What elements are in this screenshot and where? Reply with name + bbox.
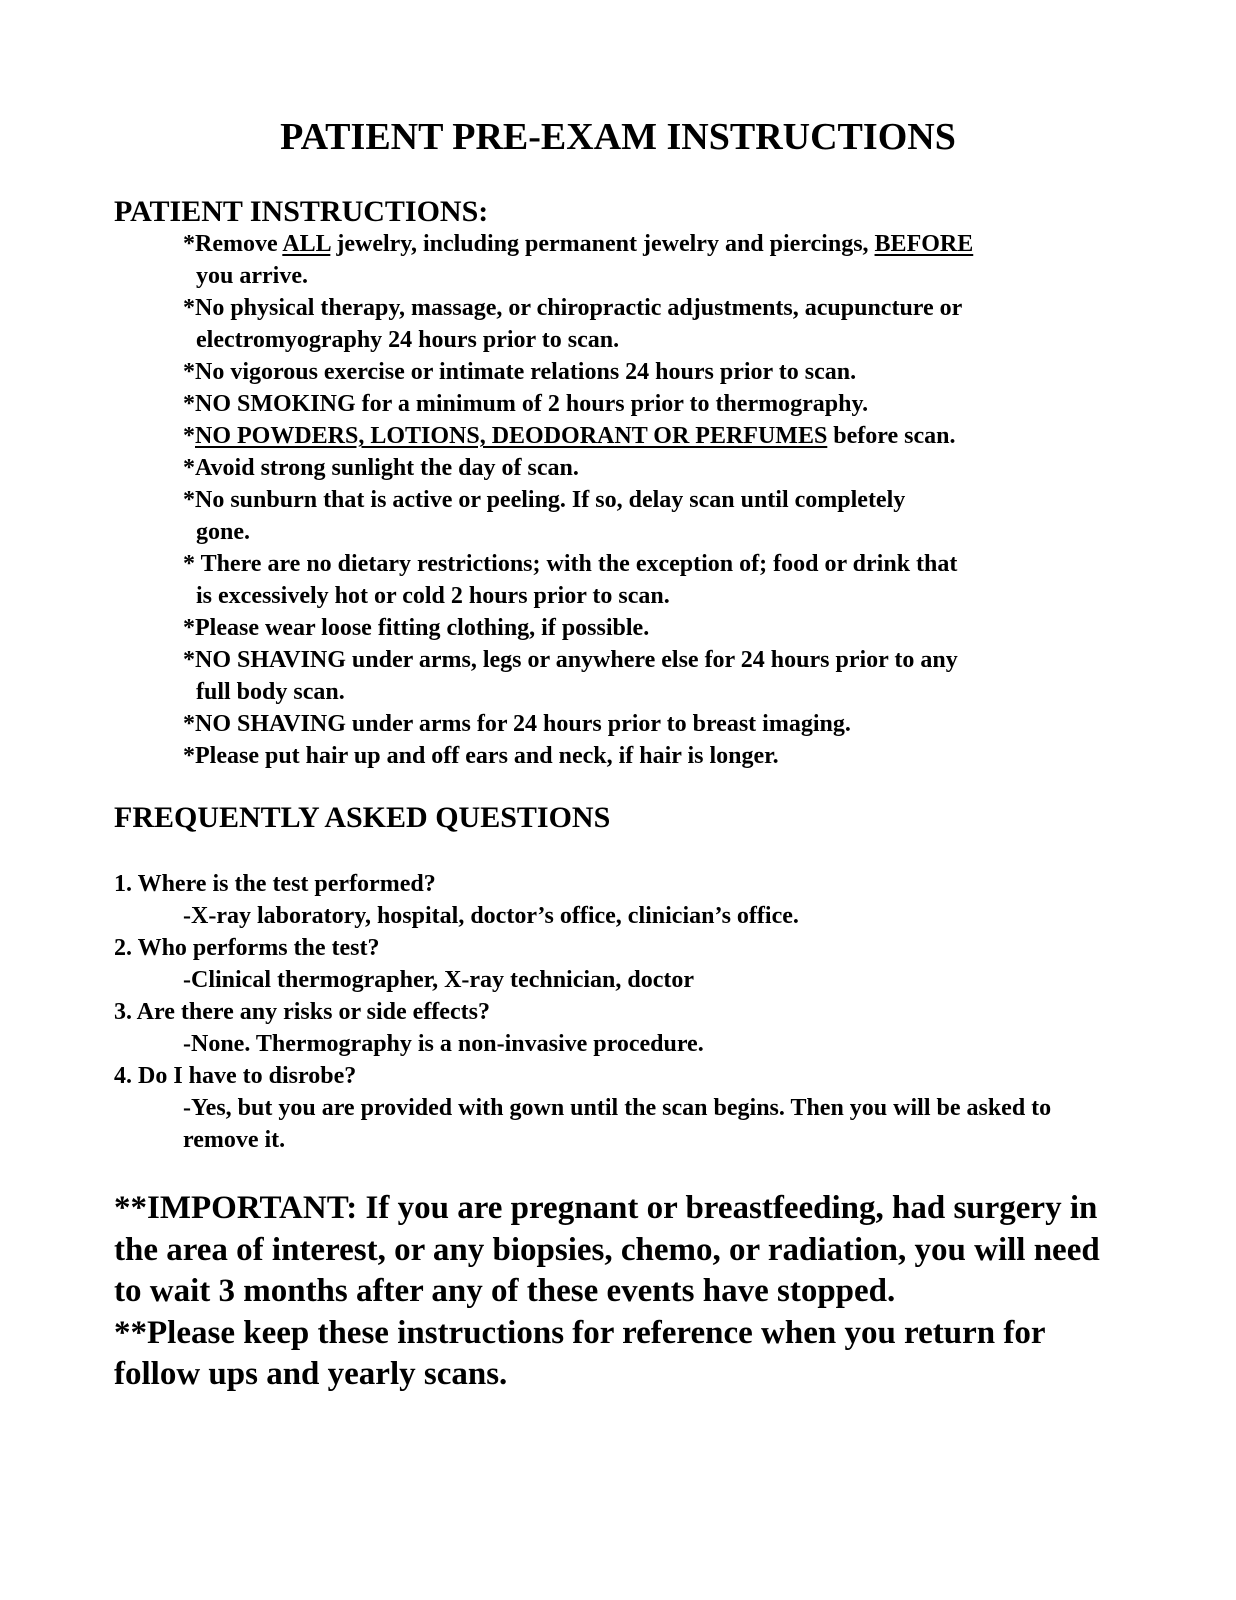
faq-answer: -None. Thermography is a non-invasive procedure.	[183, 1031, 704, 1057]
instruction-remove-jewelry	[183, 228, 1113, 292]
emphasis-all: ALL	[282, 231, 331, 257]
instruction-continuation: is excessively hot or cold 2 hours prior to scan.	[196, 583, 670, 609]
instruction-text: *No physical therapy, massage, or chiropractic adjustments, acupuncture or	[183, 295, 963, 321]
instruction-hair-up: *Please put hair up and off ears and neck, if hair is longer.	[183, 743, 779, 769]
faq-heading: FREQUENTLY ASKED QUESTIONS	[114, 801, 611, 834]
instruction-no-smoking: *NO SMOKING for a minimum of 2 hours prior to thermography.	[183, 391, 869, 417]
instruction-text: * There are no dietary restrictions; with the exception of; food or drink that	[183, 551, 958, 577]
faq-question: 2. Who performs the test?	[114, 935, 380, 961]
faq-question: 3. Are there any risks or side effects?	[114, 999, 490, 1025]
instruction-no-shaving-body	[183, 644, 1113, 708]
instruction-continuation: full body scan.	[196, 679, 345, 705]
instruction-text: *No sunburn that is active or peeling. If so, delay scan until completely	[183, 487, 906, 513]
instruction-avoid-sunlight: *Avoid strong sunlight the day of scan.	[183, 455, 579, 481]
instruction-no-powders	[183, 420, 1113, 452]
emphasis-before: BEFORE	[874, 231, 974, 257]
faq-item	[114, 1060, 1114, 1156]
faq-answer: -Clinical thermographer, X-ray technician, doctor	[183, 967, 695, 993]
faq-item	[114, 996, 1114, 1060]
instruction-clothing: *Please wear loose fitting clothing, if possible.	[183, 615, 650, 641]
faq-answer: -Yes, but you are provided with gown until the scan begins. Then you will be asked to remove it.	[183, 1095, 1052, 1153]
important-notice	[114, 1188, 1114, 1396]
instruction-text: *NO SHAVING under arms, legs or anywhere else for 24 hours prior to any	[183, 647, 958, 673]
emphasis-no-powders: NO POWDERS, LOTIONS, DEODORANT OR PERFUMES	[195, 423, 828, 449]
instruction-continuation: gone.	[196, 519, 250, 545]
page-title: PATIENT PRE-EXAM INSTRUCTIONS	[280, 116, 956, 158]
instruction-no-exercise: *No vigorous exercise or intimate relations 24 hours prior to scan.	[183, 359, 857, 385]
instruction-dietary	[183, 548, 1113, 612]
instruction-no-sunburn	[183, 484, 1113, 548]
faq-list	[114, 868, 1114, 1156]
instruction-text: *Remove	[183, 231, 283, 257]
patient-instructions-heading: PATIENT INSTRUCTIONS:	[114, 195, 489, 228]
faq-answer: -X-ray laboratory, hospital, doctor’s office, clinician’s office.	[183, 903, 799, 929]
faq-question: 4. Do I have to disrobe?	[114, 1063, 357, 1089]
instruction-text: jewelry, including permanent jewelry and piercings,	[330, 231, 875, 257]
instruction-text: before scan.	[827, 423, 956, 449]
faq-item	[114, 868, 1114, 932]
instruction-list	[183, 228, 1113, 772]
reference-paragraph: **Please keep these instructions for reference when you return for follow ups and yearly scans.	[114, 1314, 1045, 1392]
important-paragraph: **IMPORTANT: If you are pregnant or breastfeeding, had surgery in the area of interest, or any biopsies, chemo, or radiation, you will need to wait 3 months after any of these events have stopped.	[114, 1190, 1100, 1309]
faq-item	[114, 932, 1114, 996]
instruction-text: *	[183, 423, 195, 449]
instruction-continuation: you arrive.	[196, 263, 308, 289]
instruction-no-therapy	[183, 292, 1113, 356]
instruction-no-shaving-breast: *NO SHAVING under arms for 24 hours prior to breast imaging.	[183, 711, 851, 737]
instruction-continuation: electromyography 24 hours prior to scan.	[196, 327, 620, 353]
faq-question: 1. Where is the test performed?	[114, 871, 436, 897]
